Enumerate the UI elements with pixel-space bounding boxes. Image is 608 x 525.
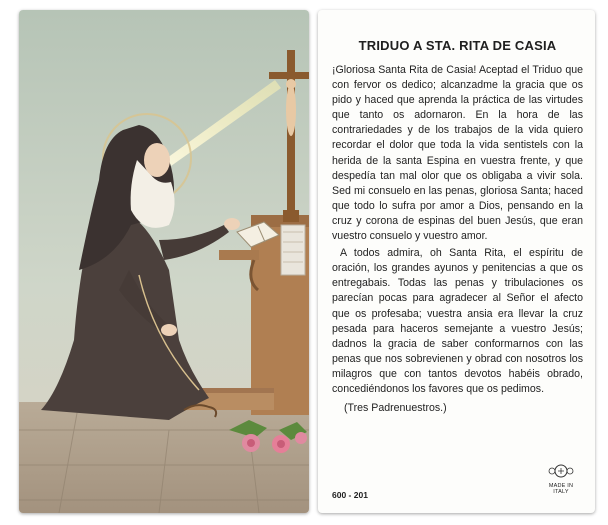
card-code: 600 - 201 — [332, 490, 368, 500]
prayer-card-text — [318, 10, 595, 513]
prayer-title: TRIDUO A STA. RITA DE CASIA — [358, 38, 557, 53]
made-in-label: MADE IN ITALY — [548, 483, 574, 495]
prayer-closing: (Tres Padrenuestros.) — [344, 402, 447, 415]
publisher-seal-icon — [547, 464, 575, 478]
prayer-paragraph-1: ¡Gloriosa Santa Rita de Casia! Aceptad el Triduo que con fervor os dedico; alcanzadme la gracia que os pido y haced que aprenda la práctica de las virtudes que tanto os adornaron. En la hora de las contrariedades y de los trabajos de la vida quiero recordar el dolor que toda la vida sentistels con la herida de la santa Espina en vuestra frente, y que despedía tan mal olor que os obligaba a vivir sola. Sed mi consuelo en las penas, gloriosa Santa; haced que todo lo sufra por amor a Dios, pensando en la cruz y corona de espinas del buen Jesús, que eran vuestro consuelo y vuestro amor. — [332, 64, 583, 243]
publisher-logo — [543, 464, 579, 495]
holy-card-illustration — [19, 10, 309, 513]
saint-rita-illustration — [19, 10, 309, 513]
prayer-paragraph-2: A todos admira, oh Santa Rita, el espíritu de oración, los grandes ayunos y penitencias a que os entregabais. Todas las penas y tribulaciones os parecían pocas para agradecer al Señor el afecto que os profesaba; vuestra ansia era llevar la cruz pesada para haceros semejante a vuestro Jesús; dadnos la gracia de saber conformarnos con las penas que nos sobrevienen y obrad con nosotros los milagros que con tantos devotos habéis obrado, concediéndonos los favores que os pedimos. — [332, 247, 583, 395]
